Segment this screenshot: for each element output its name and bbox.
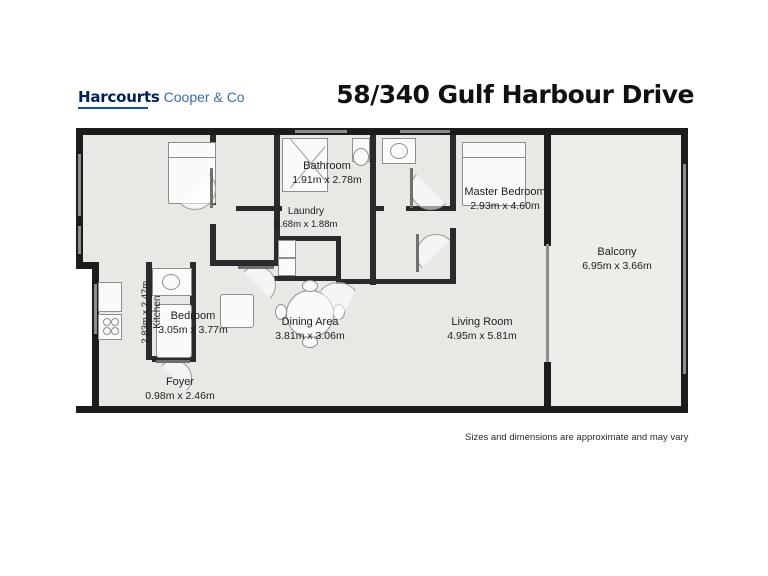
wall-master-right-lower [450,228,456,284]
fridge-icon [98,282,122,312]
room-name: Balcony [597,246,637,258]
door-master-leaf[interactable] [416,234,419,272]
cooktop-burner-icon-2 [111,318,119,326]
wall-balcony-lower [544,362,551,413]
brand-underline [78,107,148,109]
harcourts-logo [78,88,245,107]
door-hall-leaf[interactable] [238,266,274,269]
basin-icon [390,143,408,159]
room-name: Bedroom [170,310,216,322]
wall-bedroom-right-lower [210,224,216,264]
room-dim: 0.68m x 1.88m [274,218,338,230]
wall-master-wardrobe-stub [376,206,384,211]
room-name: Kitchen [151,295,163,329]
room-label-living-room [422,316,542,343]
window-bedroom-left-2 [78,226,81,254]
floorplan-drawing [70,124,695,419]
room-label-bathroom [282,160,372,187]
room-label-foyer [120,376,240,403]
door-foyer-leaf[interactable] [156,360,190,363]
room-name: Laundry [287,206,325,217]
dryer-icon [278,258,296,276]
room-name: Dining Area [281,316,339,328]
room-label-dining-area [250,316,370,343]
room-dim: 0.98m x 2.46m [145,389,215,402]
door-bedroom-leaf[interactable] [210,168,213,208]
room-name: Master Bedroom [464,186,546,198]
bed-single-pillow-icon [168,142,216,158]
room-dim: 6.95m x 3.66m [582,259,652,272]
room-dim: 2.83m x 2.47m [139,280,151,344]
window-bathroom-top [295,130,347,133]
room-dim: 4.95m x 5.81m [447,329,517,342]
disclaimer-text: Sizes and dimensions are approximate and may vary [465,432,689,443]
room-dim: 1.91m x 2.78m [292,173,362,186]
room-name: Bathroom [303,160,351,172]
washer-icon [278,240,296,258]
kitchen-sink-icon [162,274,180,290]
window-kitchen-left [94,284,97,334]
room-label-balcony [552,246,682,273]
wall-master-bottom [376,279,456,284]
brand-name: Harcourts [78,88,160,106]
dining-chair-icon-3 [302,280,318,292]
room-label-master-bedroom [440,186,570,213]
cooktop-burner-icon-4 [111,327,119,335]
wall-bottom [76,406,688,413]
oven-icon [98,314,122,340]
window-bedroom-left [78,154,81,216]
room-label-laundry [266,206,346,230]
room-name: Foyer [165,376,195,388]
window-master-top [400,130,450,133]
room-label-kitchen [140,266,164,358]
page-title: 58/340 Gulf Harbour Drive [336,80,694,109]
room-dim: 3.05m x 3.77m [158,323,228,336]
wall-master-left-lower [370,228,376,284]
wall-top [76,128,688,135]
brand-subtitle: Cooper & Co [163,89,245,105]
cooktop-burner-icon [103,318,111,326]
bed-double-pillow-icon [462,142,526,158]
balcony-rail-right [683,164,686,374]
slider-door-balcony[interactable] [546,244,549,364]
room-name: Living Room [451,316,513,328]
room-dim: 3.81m x 3.06m [275,329,345,342]
door-master-wardrobe-leaf[interactable] [410,168,413,208]
room-dim: 2.93m x 4.60m [470,199,540,212]
cooktop-burner-icon-3 [103,327,111,335]
